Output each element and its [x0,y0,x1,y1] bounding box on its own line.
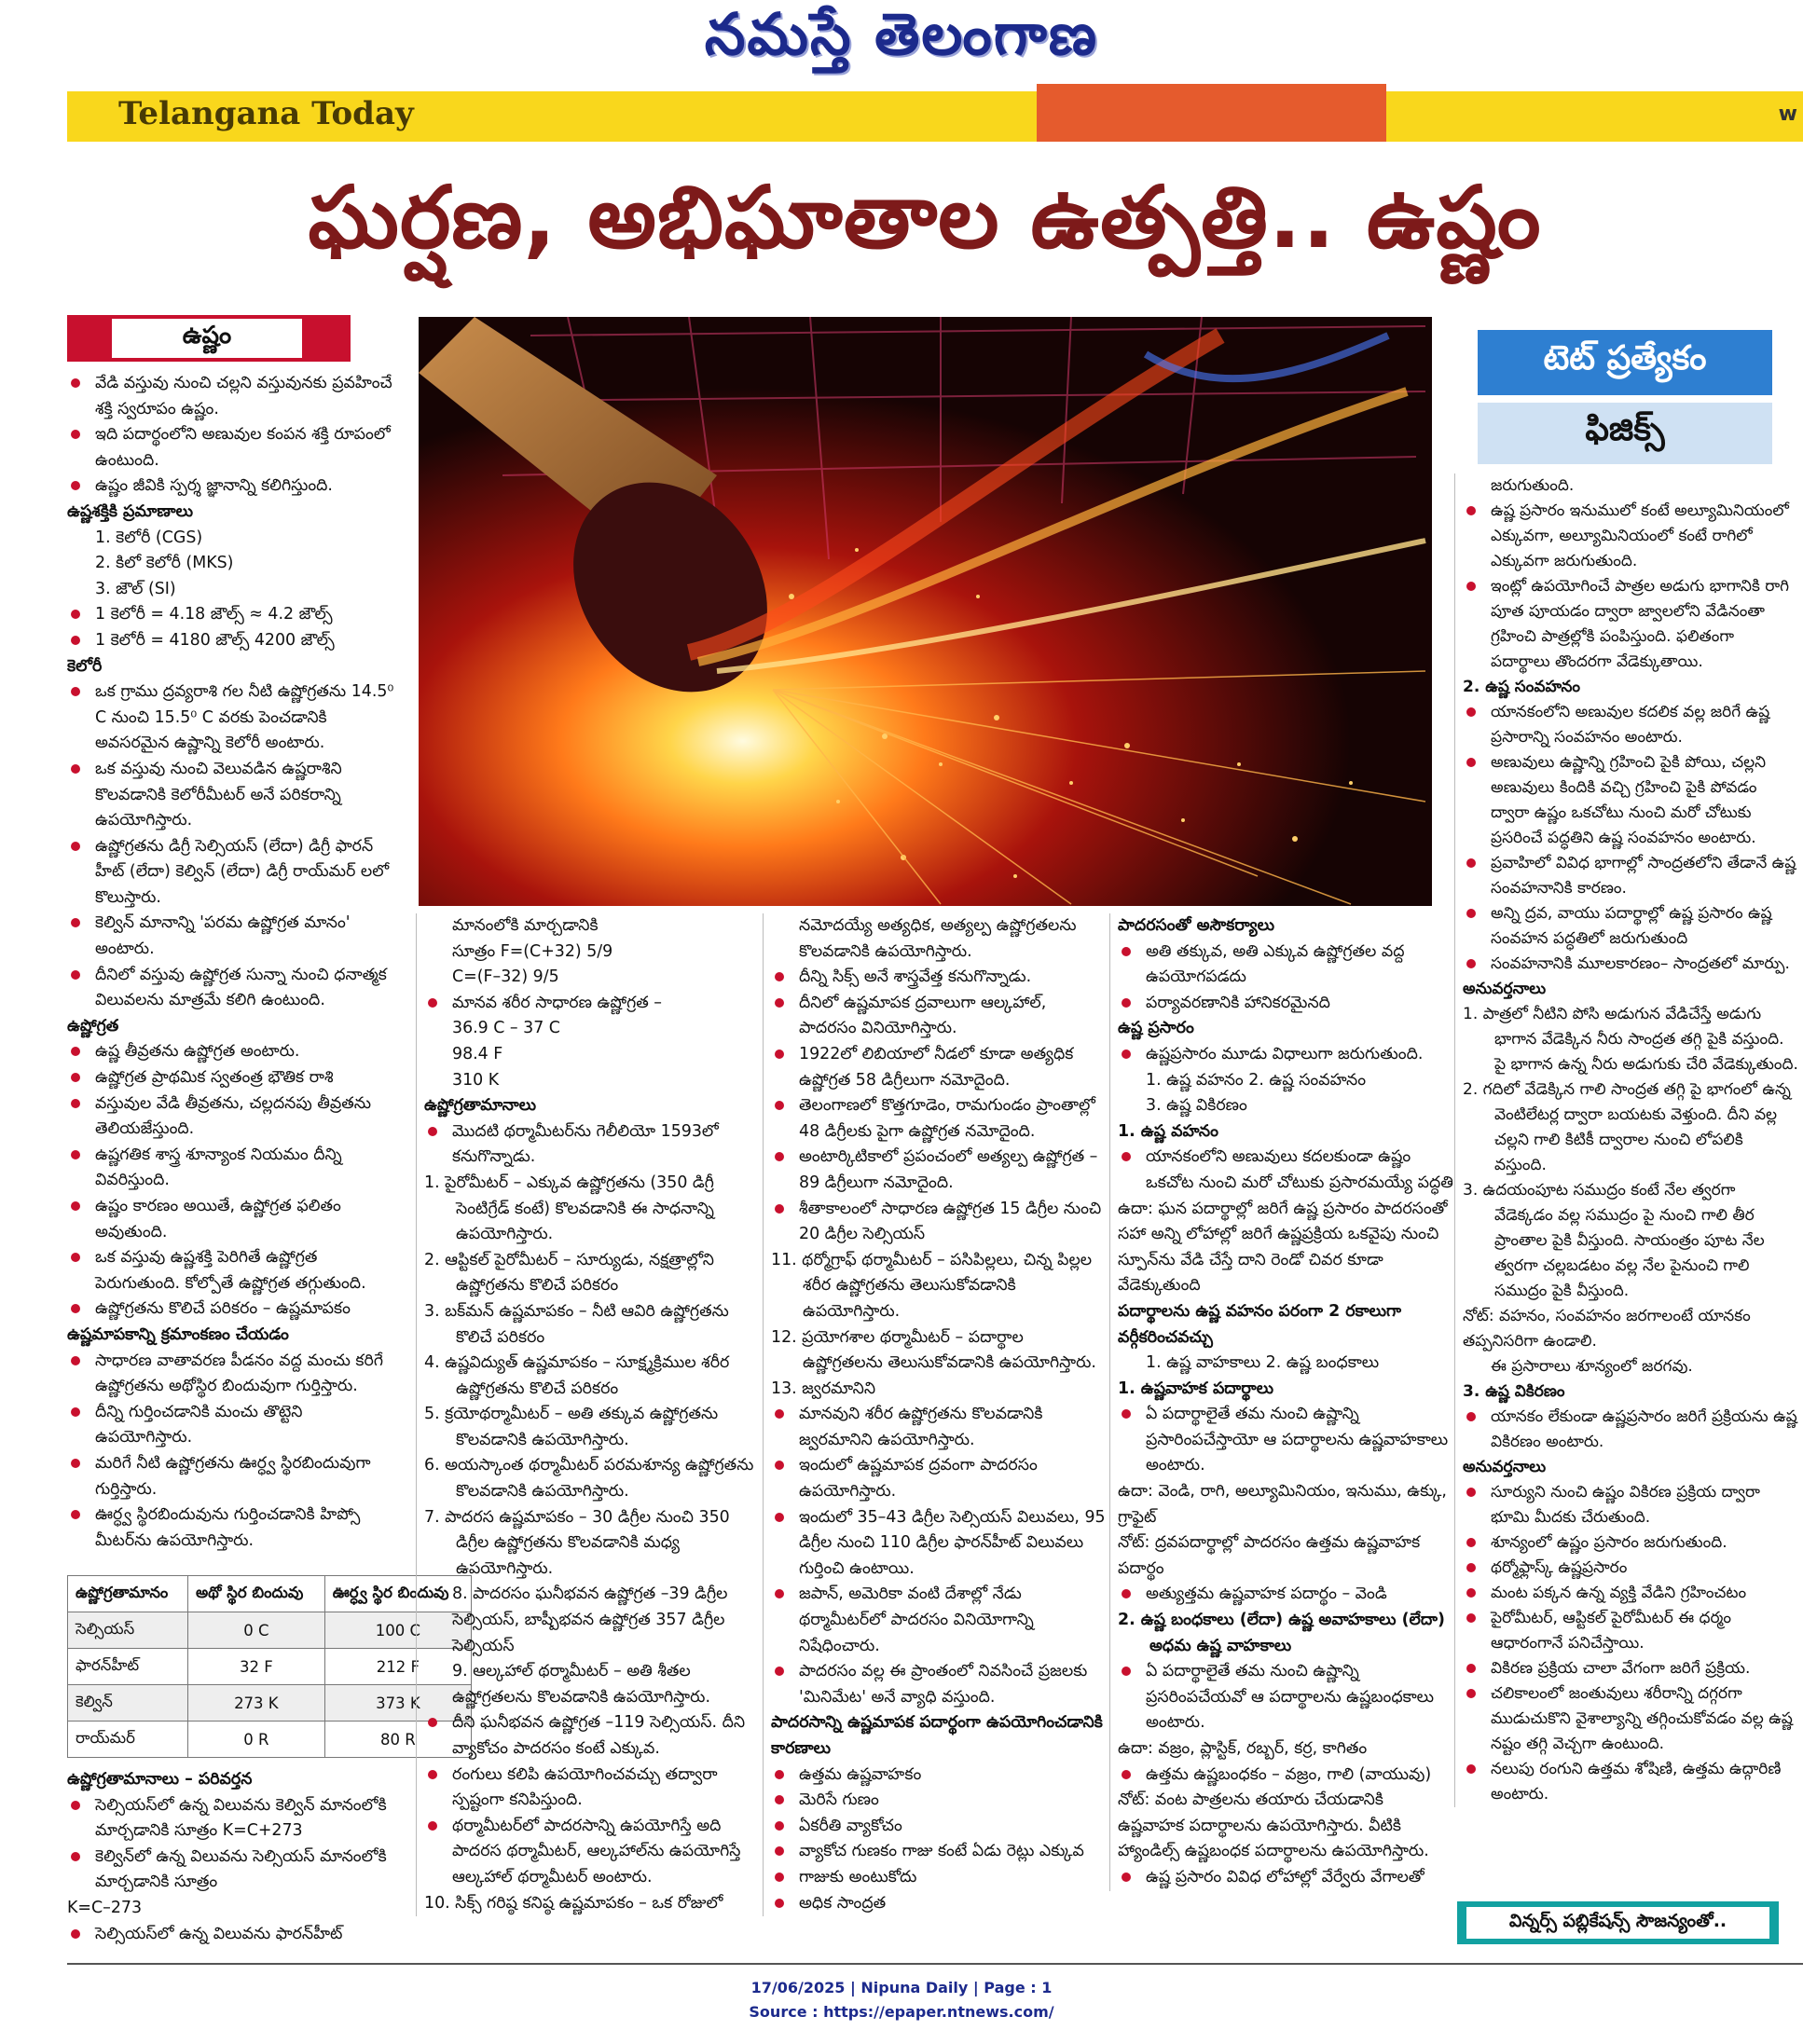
col2-item: C=(F–32) 9/5 [452,967,559,987]
table-cell: 80 R [324,1722,471,1758]
col5-item: సూర్యుని నుంచి ఉష్ణం వికిరణ ప్రక్రియ ద్వారా భూమి మీదకు చేరుతుంది. [1463,1480,1798,1530]
col4-heading: పదార్థాలను ఉష్ణ వహనం పరంగా 2 రకాలుగా వర్గీకరించవచ్చు [1118,1301,1402,1347]
col4-item: ఉదా: వజ్రం, ప్లాస్టిక్, రబ్బర్, కర్ర, కాగితం [1118,1739,1368,1758]
column-2 [416,913,760,1916]
col4-item: అత్యుత్తమ ఉష్ణవాహక పదార్థం – వెండి [1118,1582,1453,1608]
col2-item: సూత్రం F=(C+32) 5/9 [452,941,613,961]
col3-item: జపాన్, అమెరికా వంటి దేశాల్లో నేడు థర్మామీటర్‌లో పాదరసం వినియోగాన్ని నిషేధించారు. [771,1582,1107,1659]
col5-item: చలికాలంలో జంతువులు శరీరాన్ని దగ్గరగా ముడుచుకొని వైశాల్యాన్ని తగ్గించుకోవడం వల్ల ఉష్ణ నష్టం తగ్గి వెచ్చగా ఉంటుంది. [1463,1681,1798,1757]
col1-item: కెల్విన్‌లో ఉన్న విలువను సెల్సియస్ మానంలోకి మార్చడానికి సూత్రం [67,1845,403,1896]
col2-item: 1. పైరోమీటర్ – ఎక్కువ ఉష్ణోగ్రతను (350 డిగ్రీ సెంటిగ్రేడ్ కంటే) కొలవడానికి ఈ సాధనాన్ని ఉపయోగిస్తారు. [424,1173,714,1244]
col1-item: ఉష్ణోగ్రతను డిగ్రీ సెల్సియస్ (లేదా) డిగ్రీ ఫారన్ హీట్ (లేదా) కెల్విన్ (లేదా) డిగ్రీ రాయ్‌మర్ లలో కొలుస్తారు. [67,834,403,912]
footer-date-line: 17/06/2025 | Nipuna Daily | Page : 1 [750,1979,1053,1996]
footer [0,1976,1803,2024]
col2-item: మొదటి థర్మామీటర్‌ను గెలీలియో 1593లో కనుగొన్నాడు. [424,1119,760,1171]
tet-label: టెట్ ప్రత్యేకం [1478,330,1772,395]
col1-item: మరిగే నీటి ఉష్ణోగ్రతను ఊర్ధ్వ స్థిరబిందువుగా గుర్తిస్తారు. [67,1451,403,1502]
col5-item: యానకంలోని అణువుల కదలిక వల్ల జరిగే ఉష్ణ ప్రసారాన్ని సంవహనం అంటారు. [1463,700,1798,750]
col4-heading: 2. ఉష్ణ బంధకాలు (లేదా) ఉష్ణ అవాహకాలు (లేదా) అధమ ఉష్ణ వాహకాలు [1118,1611,1445,1655]
col3-item: ఇందులో 35–43 డిగ్రీల సెల్సియస్ విలువలు, 95 డిగ్రీల నుంచి 110 డిగ్రీల ఫారన్‌హీట్ విలువలు గుర్తించి ఉంటాయి. [771,1505,1107,1583]
col5-item: అణువులు ఉష్ణాన్ని గ్రహించి పైకి పోయి, చల్లని అణువులు కిందికి వచ్చి గ్రహించి పైకి పోవడం ద్వారా ఉష్ణం ఒకచోటు నుంచి మరో చోటుకు ప్రసరించే పద్ధతిని ఉష్ణ సంవహనం అంటారు. [1463,750,1798,851]
col3-item: అంటార్కిటికాలో ప్రపంచంలో అత్యల్ప ఉష్ణోగ్రత –89 డిగ్రీలుగా నమోదైంది. [771,1145,1107,1196]
col5-item: 2. గదిలో వేడెక్కిన గాలి సాంద్రత తగ్గి పై భాగంలో ఉన్న వెంటిలేటర్ల ద్వారా బయటకు వెళ్తుంది. దీని వల్ల చల్లని గాలి కిటికీ ద్వారాల నుంచి లోపలికి వస్తుంది. [1463,1080,1791,1174]
table-cell: రాయ్‌మర్ [68,1722,188,1758]
col1-item: దీనిలో వస్తువు ఉష్ణోగ్రత సున్నా నుంచి ధనాత్మక విలువలను మాత్రమే కలిగి ఉంటుంది. [67,963,403,1014]
col5-heading: 3. ఉష్ణ వికిరణం [1463,1382,1565,1401]
col5-item: 1. పాత్రలో నీటిని పోసి అడుగున వేడిచేస్తే అడుగు భాగాన వేడెక్కిన నీరు సాంద్రత తగ్గి పైకి వస్తుంది. పై భాగాన ఉన్న నీరు అడుగుకు చేరి వేడెక్కుతుంది. [1463,1005,1798,1074]
col4-item: అతి తక్కువ, అతి ఎక్కువ ఉష్ణోగ్రతల వద్ద ఉపయోగపడదు [1118,940,1453,991]
bottom-rule [67,1963,1803,1965]
col3-item: 13. జ్వరమానిని [771,1379,876,1398]
col1-heading: ఉష్ణోగ్రత [67,1016,119,1036]
col2-item: దీని ఘనీభవన ఉష్ణోగ్రత –119 సెల్సియస్. దీని వ్యాకోచం పాదరసం కంటే ఎక్కువ. [424,1710,760,1762]
column-4 [1109,913,1453,1891]
table-header: ఉష్ణోగ్రతామానం [68,1576,188,1612]
col1-item: వేడి వస్తువు నుంచి చల్లని వస్తువునకు ప్రవహించే శక్తి స్వరూపం ఉష్ణం. [67,371,403,422]
table-header: అథో స్థిర బిందువు [187,1576,324,1612]
col3-item: ఇందులో ఉష్ణమాపక ద్రవంగా పాదరసం ఉపయోగిస్తారు. [771,1453,1107,1504]
col2-item: 5. క్రయోథర్మామీటర్ – అతి తక్కువ ఉష్ణోగ్రతను కొలవడానికి ఉపయోగిస్తారు. [424,1405,719,1449]
col5-item: వికిరణ ప్రక్రియ చాలా వేగంగా జరిగే ప్రక్రియ. [1463,1656,1798,1681]
temperature-scale-table [67,1575,472,1758]
table-cell: 32 F [187,1649,324,1685]
ribbon-red-block [1037,84,1386,142]
col1-item: ఒక వస్తువు ఉష్ణశక్తి పెరిగితే ఉష్ణోగ్రత పెరుగుతుంది. కోల్పోతే ఉష్ణోగ్రత తగ్గుతుంది. [67,1245,403,1296]
col2-item: 9. ఆల్కహాల్ థర్మామీటర్ – అతి శీతల ఉష్ణోగ్రతలను కొలవడానికి ఉపయోగిస్తారు. [452,1662,710,1707]
col4-item: ఏ పదార్థాలైతే తమ నుంచి ఉష్ణాన్ని ప్రసరింపచేయవో ఆ పదార్థాలను ఉష్ణబంధకాలు అంటారు. [1118,1659,1453,1736]
col3-item: పాదరసం వల్ల ఈ ప్రాంతంలో నివసించే ప్రజలకు 'మినిమేట' అనే వ్యాధి వస్తుంది. [771,1659,1107,1710]
col5-item: నోట్: వహనం, సంవహనం జరగాలంటే యానకం తప్పనిసరిగా ఉండాలి. [1463,1307,1751,1351]
col2-item: 310 K [452,1070,500,1090]
col2-item: థర్మామీటర్‌లో పాదరసాన్ని ఉపయోగిస్తే అది పాదరస థర్మామీటర్, ఆల్కహాల్‌ను ఉపయోగిస్తే ఆల్కహాల్ థర్మామీటర్ అంటారు. [424,1814,760,1891]
col5-item: శూన్యంలో ఉష్ణం ప్రసారం జరుగుతుంది. [1463,1530,1798,1556]
table-row [68,1612,472,1649]
ribbon-left-text: Telangana Today [118,95,414,132]
table-header-row [68,1576,472,1612]
col5-item: ప్రవాహిలో వివిధ భాగాల్లో సాంద్రతలోని తేడానే ఉష్ణ సంవహనానికి కారణం. [1463,851,1798,901]
col1-item: ఉష్ణం జీవికి స్పర్శ జ్ఞానాన్ని కలిగిస్తుంది. [67,473,403,500]
col4-item: ఉష్ణప్రసారం మూడు విధాలుగా జరుగుతుంది. [1118,1042,1453,1068]
col4-item: 1. ఉష్ణ వాహకాలు 2. ఉష్ణ బంధకాలు [1146,1353,1380,1373]
top-ribbon [67,91,1803,142]
credit-box [1457,1901,1779,1944]
col5-item: ఉష్ణ ప్రసారం ఇనుములో కంటే అల్యూమినియంలో ఎక్కువగా, అల్యూమినియంలో కంటే రాగిలో ఎక్కువగా జరుగుతుంది. [1463,499,1798,574]
col1-item: K=C–273 [67,1898,143,1917]
col4-item: పర్యావరణానికి హానికరమైనది [1118,991,1453,1017]
col4-heading: 1. ఉష్ణవాహక పదార్థాలు [1118,1379,1274,1398]
col3-item: గాజుకు అంటుకోదు [771,1865,1107,1891]
col4-item: 1. ఉష్ణ వహనం 2. ఉష్ణ సంవహనం [1146,1070,1367,1090]
col1-item: దీన్ని గుర్తించడానికి మంచు తొట్టెని ఉపయోగిస్తారు. [67,1400,403,1451]
col1-item: 1. కెలోరీ (CGS) [95,528,203,547]
column-1-bottom [67,1767,403,1947]
col1-item: ఒక వస్తువు నుంచి వెలువడిన ఉష్ణరాశిని కొలవడానికి కెలోరీమీటర్ అనే పరికరాన్ని ఉపయోగిస్తారు. [67,757,403,834]
col3-item: వ్యాకోచ గుణకం గాజు కంటే ఏడు రెట్లు ఎక్కువ [771,1839,1107,1865]
table-cell: 0 R [187,1722,324,1758]
col1-item: ఊర్ధ్వ స్థిరబిందువును గుర్తించడానికి హిప్సో మీటర్‌ను ఉపయోగిస్తారు. [67,1502,403,1554]
col3-heading: పాదరసాన్ని ఉష్ణమాపక పదార్థంగా ఉపయోగించడానికి కారణాలు [771,1713,1103,1758]
col1-heading: ఉష్ణమాపకాన్ని క్రమాంకణం చేయడం [67,1324,289,1344]
col1-heading: కెలోరీ [67,656,103,676]
col3-item: తెలంగాణలో కొత్తగూడెం, రామగుండం ప్రాంతాల్లో 48 డిగ్రీలకు పైగా ఉష్ణోగ్రత నమోదైంది. [771,1093,1107,1145]
col3-item: మెరిసే గుణం [771,1788,1107,1814]
article-photo [419,317,1432,906]
headline [67,158,1782,298]
col5-item: ఈ ప్రసారాలు శూన్యంలో జరగవు. [1491,1357,1693,1376]
col3-item: ఏకరీతి వ్యాకోచం [771,1814,1107,1840]
col2-item: 6. అయస్కాంత థర్మామీటర్ పరమశూన్య ఉష్ణోగ్రతను కొలవడానికి ఉపయోగిస్తారు. [424,1456,754,1502]
col1-item: ఒక గ్రాము ద్రవ్యరాశి గల నీటి ఉష్ణోగ్రతను 14.5⁰ C నుంచి 15.5⁰ C వరకు పెంచడానికి అవసరమైన ఉష్ణాన్ని కెలోరీ అంటారు. [67,679,403,757]
col3-item: ఉత్తమ ఉష్ణవాహకం [771,1763,1107,1789]
col2-item: 36.9 C – 37 C [452,1019,560,1038]
col3-item: 11. థర్మోగ్రాఫ్ థర్మామీటర్ – పసిపిల్లలు, చిన్న పిల్లల శరీర ఉష్ణోగ్రతను తెలుసుకోవడానికి ఉపయోగిస్తారు. [771,1250,1093,1321]
col1-item: 1 కెలోరీ = 4.18 జౌల్స్ ≈ 4.2 జౌల్స్ [67,602,403,628]
col4-item: నోట్: ద్రవపదార్థాల్లో పాదరసం ఉత్తమ ఉష్ణవాహక పదార్థం [1118,1533,1421,1578]
col1-item: 1 కెలోరీ = 4180 జౌల్స్ 4200 జౌల్స్ [67,628,403,654]
col5-item: థర్మోఫ్లాస్క్ ఉష్ణప్రసారం [1463,1556,1798,1581]
col2-item: 8. పాదరసం ఘనీభవన ఉష్ణోగ్రత –39 డిగ్రీల సెల్సియస్, బాష్పీభవన ఉష్ణోగ్రత 357 డిగ్రీల సెల్సియస్ [452,1584,728,1655]
column-5 [1454,473,1798,1807]
table-row [68,1722,472,1758]
col5-item: 3. ఉదయంపూట సముద్రం కంటే నేల త్వరగా వేడెక్కడం వల్ల సముద్రం పై నుంచి గాలి తీర ప్రాంతాల పైకి వీస్తుంది. సాయంత్రం పూట నేల త్వరగా చల్లబడటం వల్ల నేల పైనుంచి గాలి సముద్రం పైకి వీస్తుంది. [1463,1181,1765,1300]
column-3 [763,913,1107,1916]
col3-item: శీతాకాలంలో సాధారణ ఉష్ణోగ్రత 15 డిగ్రీల నుంచి 20 డిగ్రీల సెల్సియస్ [771,1197,1107,1248]
table-cell: 212 F [324,1649,471,1685]
col1-item: ఉష్ణ తీవ్రతను ఉష్ణోగ్రత అంటారు. [67,1039,403,1065]
col5-heading: అనువర్తనాలు [1463,1458,1547,1476]
section-header [67,315,351,362]
table-row [68,1685,472,1722]
col2-item: 10. సిక్స్ గరిష్ఠ కనిష్ఠ ఉష్ణమాపకం – ఒక రోజులో [424,1893,723,1913]
table-cell: 373 K [324,1685,471,1722]
col4-heading: పాదరసంతో అసౌకర్యాలు [1118,916,1274,935]
col1-item: ఉష్ణం కారణం అయితే, ఉష్ణోగ్రత ఫలితం అవుతుంది. [67,1194,403,1245]
col3-item: దీనిలో ఉష్ణమాపక ద్రవాలుగా ఆల్కహాల్, పాదరసం వినియోగిస్తారు. [771,991,1107,1042]
col4-item: ఉష్ణ ప్రసారం వివిధ లోహాల్లో వేర్వేరు వేగాలతో [1118,1865,1453,1891]
col4-item: ఏ పదార్థాలైతే తమ నుంచి ఉష్ణాన్ని ప్రసారింపచేస్తాయో ఆ పదార్థాలను ఉష్ణవాహకాలు అంటారు. [1118,1402,1453,1479]
col1-heading: ఉష్ణశక్తికి ప్రమాణాలు [67,501,194,521]
headline-text: ఘర్షణ, అభిఘాతాల ఉత్పత్తి.. ఉష్ణం [308,168,1542,268]
col4-heading: 1. ఉష్ణ వహనం [1118,1121,1218,1141]
table-cell: 273 K [187,1685,324,1722]
column-1 [67,371,403,1554]
table-cell: సెల్సియస్ [68,1612,188,1649]
ribbon-right-text: w [1778,103,1797,126]
table-cell: 0 C [187,1612,324,1649]
masthead-title: నమస్తే తెలంగాణ [704,0,1099,68]
col1-item: 2. కిలో కెలోరీ (MKS) [95,554,234,573]
col1-item: ఉష్ణోగ్రత ప్రాథమిక స్వతంత్ర భౌతిక రాశి [67,1065,403,1091]
col1-heading: ఉష్ణోగ్రతామానాలు – పరివర్తన [67,1770,253,1789]
col5-item: యానకం లేకుండా ఉష్ణప్రసారం జరిగే ప్రక్రియను ఉష్ణ వికిరణం అంటారు. [1463,1405,1798,1455]
table-cell: కెల్విన్ [68,1685,188,1722]
col1-item: వస్తువుల వేడి తీవ్రతను, చల్లదనపు తీవ్రతను తెలియజేస్తుంది. [67,1091,403,1143]
col3-item: అధిక సాంద్రత [771,1891,1107,1917]
col3-item: నమోదయ్యే అత్యధిక, అత్యల్ప ఉష్ణోగ్రతలను కొలవడానికి ఉపయోగిస్తారు. [799,916,1077,961]
col2-item: రంగులు కలిపి ఉపయోగించవచ్చు తద్వారా స్పష్టంగా కనిపిస్తుంది. [424,1763,760,1814]
table-row [68,1649,472,1685]
col4-heading: ఉష్ణ ప్రసారం [1118,1019,1194,1038]
col5-heading: అనువర్తనాలు [1463,980,1547,998]
col1-item: కెల్విన్ మానాన్ని 'పరమ ఉష్ణోగ్రత మానం' అంటారు. [67,911,403,962]
table-cell: 100 C [324,1612,471,1649]
col5-item: మంట పక్కన ఉన్న వ్యక్తి వేడిని గ్రహించటం [1463,1581,1798,1606]
col1-item: సెల్సియస్‌లో ఉన్న విలువను ఫారన్‌హీట్ [67,1922,403,1948]
col3-item: 1922లో లిబియాలో నీడలో కూడా అత్యధిక ఉష్ణోగ్రత 58 డిగ్రీలుగా నమోదైంది. [771,1042,1107,1093]
col5-item: ఇంట్లో ఉపయోగించే పాత్రల అడుగు భాగానికి రాగి పూత పూయడం ద్వారా జ్వాలలోని వేడినంతా గ్రహించి పాత్రల్లోకి పంపిస్తుంది. ఫలితంగా పదార్థాలు తొందరగా వేడెక్కుతాయి. [1463,574,1798,675]
col1-item: ఇది పదార్థంలోని అణువుల కంపన శక్తి రూపంలో ఉంటుంది. [67,422,403,473]
col2-item: 7. పాదరస ఉష్ణమాపకం – 30 డిగ్రీల నుంచి 350 డిగ్రీల ఉష్ణోగ్రతను కొలవడానికి మధ్య ఉపయోగిస్తారు. [424,1507,730,1578]
col4-item: ఉదా: వెండి, రాగి, అల్యూమినియం, ఇనుము, ఉక్కు, గ్రాఫైట్ [1118,1482,1447,1527]
col2-item: 2. ఆప్టికల్ పైరోమీటర్ – సూర్యుడు, నక్షత్రాల్లోని ఉష్ణోగ్రతను కొలిచే పరికరం [424,1250,714,1296]
col2-item: మానంలోకి మార్చడానికి [452,916,599,935]
col2-item: 98.4 F [452,1044,503,1063]
col5-item: అన్ని ద్రవ, వాయు పదార్థాల్లో ఉష్ణ ప్రసారం ఉష్ణ సంవహన పద్ధతిలో జరుగుతుంది [1463,901,1798,952]
table-cell: ఫారన్‌హీట్ [68,1649,188,1685]
sparks-image [419,317,1432,906]
col2-heading: ఉష్ణోగ్రతామానాలు [424,1096,537,1116]
col4-item: నోట్: వంట పాత్రలను తయారు చేయడానికి ఉష్ణవాహక పదార్థాలను ఉపయోగిస్తారు. వీటికి హ్యాండిల్స్ ఉష్ణబంధక పదార్థాలను ఉపయోగిస్తారు. [1118,1790,1429,1861]
col4-item: 3. ఉష్ణ వికిరణం [1146,1096,1247,1116]
col1-item: 3. జౌల్ (SI) [95,579,176,598]
col1-item: సెల్సియస్‌లో ఉన్న విలువను కెల్విన్ మానంలోకి మార్చడానికి సూత్రం K=C+273 [67,1793,403,1845]
col1-item: సాధారణ వాతావరణ పీడనం వద్ద మంచు కరిగే ఉష్ణోగ్రతను అథోస్థిర బిందువుగా గుర్తిస్తారు. [67,1349,403,1400]
masthead [0,0,1803,82]
col4-item: ఉదా: ఘన పదార్థాల్లో జరిగే ఉష్ణ ప్రసారం పాదరసంతో సహా అన్ని లోహాల్లో జరిగే ఉష్ణప్రక్రియ ఒకవైపు నుంచి స్పూన్‌ను వేడి చేస్తే దాని రెండో చివర కూడా వేడెక్కుతుంది [1118,1199,1448,1296]
col1-item: ఉష్ణోగ్రతను కొలిచే పరికరం – ఉష్ణమాపకం [67,1296,403,1323]
col4-item: యానకంలోని అణువులు కదలకుండా ఉష్ణం ఒకచోట నుంచి మరో చోటుకు ప్రసారమయ్యే పద్ధతి [1118,1145,1453,1196]
col5-item: జరుగుతుంది. [1491,476,1575,495]
section-title: ఉష్ణం [112,319,302,358]
col5-item: నలుపు రంగుని ఉత్తమ శోషిణి, ఉత్తమ ఉద్గారిణి అంటారు. [1463,1757,1798,1807]
credit-text: విన్నర్స్ పబ్లికేషన్స్ సౌజన్యంతో.. [1466,1907,1769,1939]
col2-item: 4. ఉష్ణవిద్యుత్ ఉష్ణమాపకం – సూక్ష్మక్రిముల శరీర ఉష్ణోగ్రతను కొలిచే పరికరం [424,1353,730,1398]
col3-item: మానవుని శరీర ఉష్ణోగ్రతను కొలవడానికి జ్వరమానిని ఉపయోగిస్తారు. [771,1402,1107,1453]
col2-item: 3. బక్‌మన్ ఉష్ణమాపకం – నీటి ఆవిరి ఉష్ణోగ్రతను కొలిచే పరికరం [424,1301,729,1347]
col1-item: ఉష్ణగతిక శాస్త్ర శూన్యాంక నియమం దీన్ని వివరిస్తుంది. [67,1143,403,1194]
footer-source-line[interactable]: Source : https://epaper.ntnews.com/ [749,2003,1054,2021]
col3-item: దీన్ని సిక్స్ అనే శాస్త్రవేత్త కనుగొన్నాడు. [771,965,1107,991]
col2-item: మానవ శరీర సాధారణ ఉష్ణోగ్రత – [424,991,760,1017]
col5-item: పైరోమీటర్, ఆప్టికల్ పైరోమీటర్ ఈ ధర్మం ఆధారంగానే పనిచేస్తాయి. [1463,1606,1798,1656]
col5-heading: 2. ఉష్ణ సంవహనం [1463,678,1581,696]
table-header: ఊర్ధ్వ స్థిర బిందువు [324,1576,471,1612]
subject-label: ఫిజిక్స్ [1478,403,1772,464]
col4-item: ఉత్తమ ఉష్ణబంధకం – వజ్రం, గాలి (వాయువు) [1118,1763,1453,1789]
col3-item: 12. ప్రయోగశాల థర్మామీటర్ – పదార్థాల ఉష్ణోగ్రతలను తెలుసుకోవడానికి ఉపయోగిస్తారు. [771,1327,1096,1373]
col5-item: సంవహనానికి మూలకారణం– సాంద్రతలో మార్పు. [1463,952,1798,977]
